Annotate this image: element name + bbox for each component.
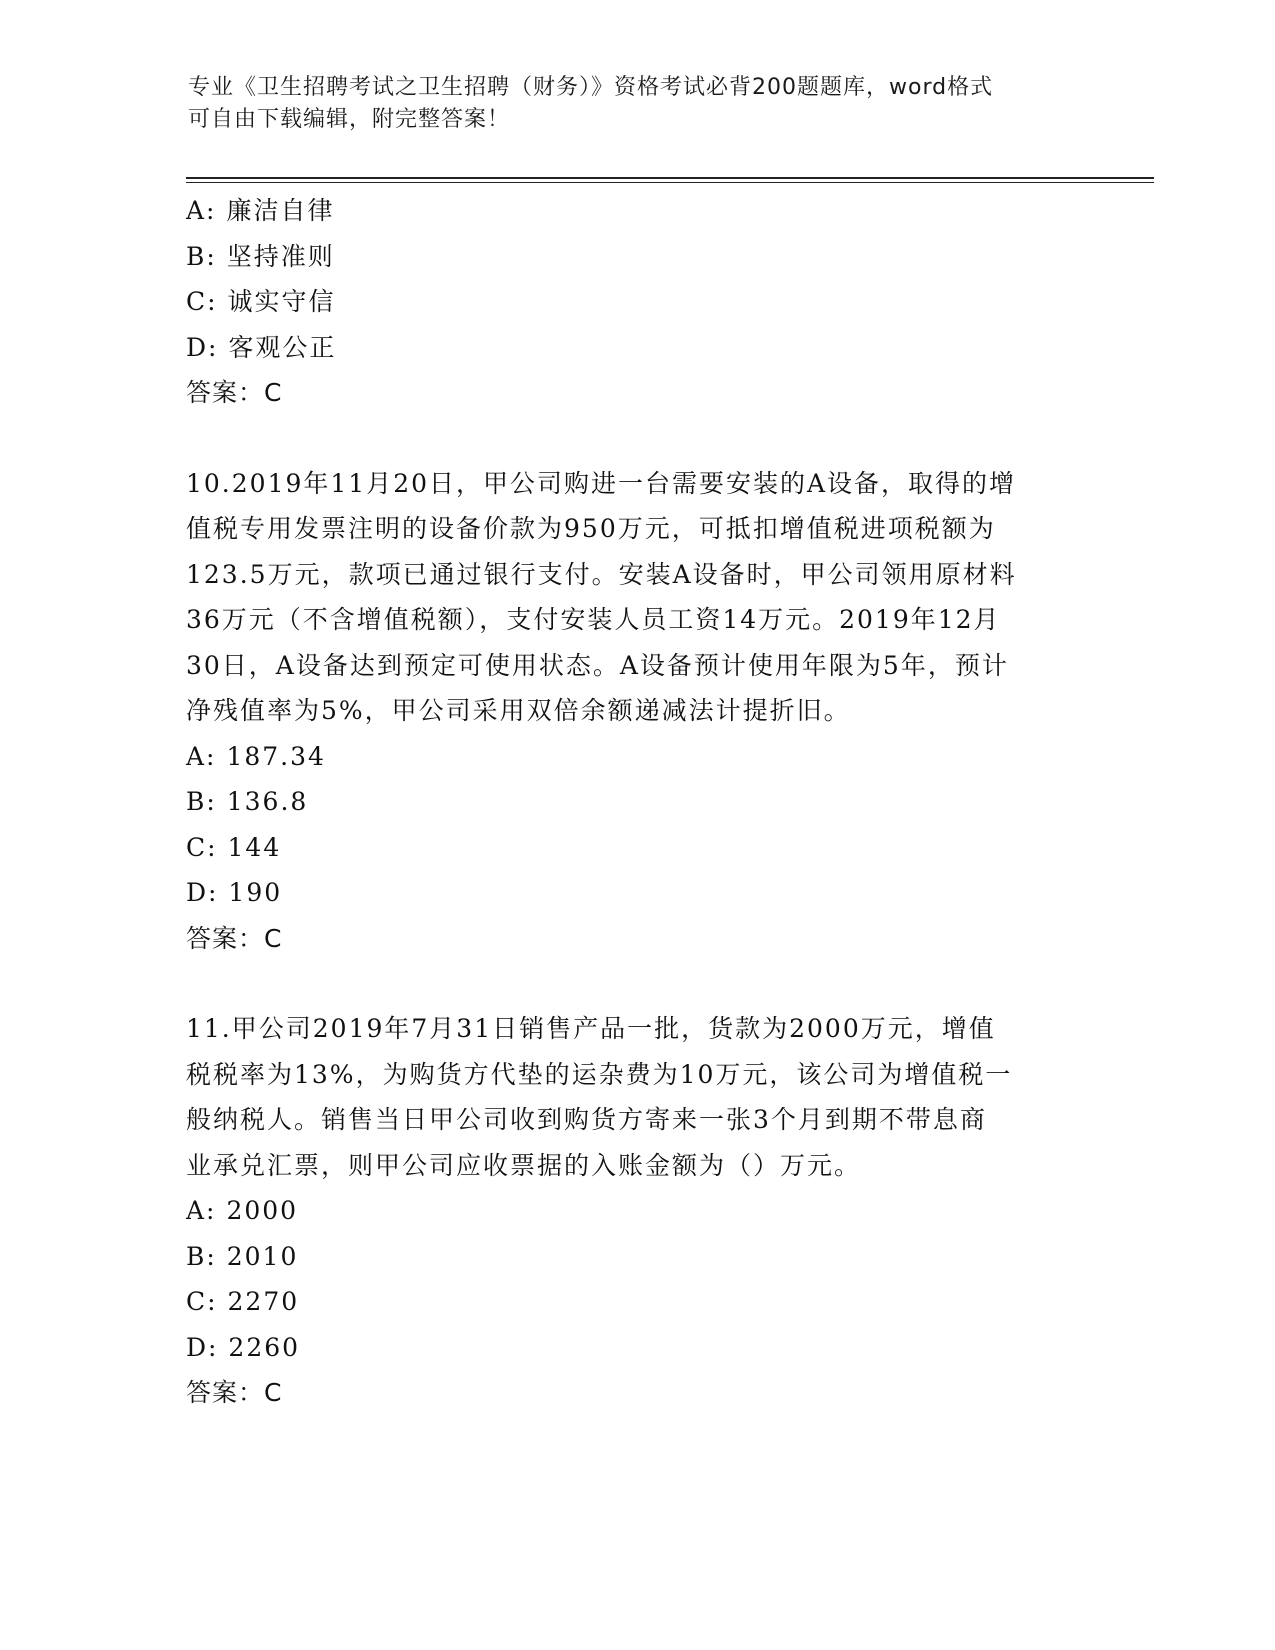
question-text-line: 净残值率为5%，甲公司采用双倍余额递减法计提折旧。 — [186, 696, 851, 725]
question-11 — [186, 1006, 1086, 1416]
option-text: 2010 — [226, 1241, 299, 1271]
option-d — [186, 870, 1086, 916]
option-text: 190 — [228, 878, 283, 907]
option-text: 136.8 — [226, 787, 309, 816]
option-label: D: — [186, 1332, 219, 1362]
header-line-1: 专业《卫生招聘考试之卫生招聘（财务）》资格考试必背200题题库，word格式 — [188, 75, 994, 100]
option-d — [186, 1325, 1086, 1371]
option-text: 144 — [227, 832, 282, 862]
option-a — [186, 734, 1086, 780]
option-text: 187.34 — [226, 741, 326, 771]
option-label: C: — [186, 287, 218, 316]
option-text: 2000 — [226, 1196, 299, 1225]
answer: 答案：C — [186, 378, 283, 407]
question-text-line: 11.甲公司2019年7月31日销售产品一批，货款为2000万元，增值 — [186, 1014, 996, 1043]
option-label: C: — [186, 1287, 218, 1316]
option-text: 坚持准则 — [226, 241, 335, 271]
answer: 答案：C — [186, 923, 283, 953]
question-text-line: 30日，A设备达到预定可使用状态。A设备预计使用年限为5年，预计 — [186, 650, 1009, 680]
question-text-line: 36万元（不含增值税额），支付安装人员工资14万元。2019年12月 — [186, 605, 1001, 634]
option-label: D: — [186, 332, 219, 362]
document-body — [186, 188, 1086, 1416]
option-b — [186, 779, 1086, 825]
question-9 — [186, 188, 1086, 416]
header-divider-thick — [186, 177, 1154, 179]
answer: 答案：C — [186, 1378, 283, 1407]
header-line-2: 可自由下载编辑，附完整答案！ — [188, 107, 511, 132]
option-label: A: — [186, 741, 217, 771]
option-text: 2260 — [228, 1332, 301, 1362]
question-text-line: 般纳税人。销售当日甲公司收到购货方寄来一张3个月到期不带息商 — [186, 1105, 987, 1134]
option-b — [186, 1234, 1086, 1280]
option-d — [186, 325, 1086, 371]
option-text: 客观公正 — [228, 332, 337, 362]
option-text: 2270 — [227, 1287, 300, 1316]
option-a — [186, 188, 1086, 234]
option-b — [186, 234, 1086, 280]
option-a — [186, 1188, 1086, 1234]
option-c — [186, 825, 1086, 871]
option-label: D: — [186, 878, 219, 907]
option-label: B: — [186, 241, 217, 271]
question-text-line: 10.2019年11月20日，甲公司购进一台需要安装的A设备，取得的增 — [186, 468, 1017, 498]
option-text: 廉洁自律 — [226, 196, 335, 225]
header-divider-thin — [186, 182, 1154, 183]
question-text-line: 值税专用发票注明的设备价款为950万元，可抵扣增值税进项税额为 — [186, 514, 996, 543]
option-label: A: — [186, 1196, 217, 1225]
question-10 — [186, 461, 1086, 962]
option-label: B: — [186, 1241, 217, 1271]
option-c — [186, 1279, 1086, 1325]
option-text: 诚实守信 — [227, 287, 336, 316]
option-label: C: — [186, 832, 218, 862]
question-text-line: 123.5万元，款项已通过银行支付。安装A设备时，甲公司领用原材料 — [186, 559, 1017, 589]
question-text-line: 业承兑汇票，则甲公司应收票据的入账金额为（）万元。 — [186, 1150, 862, 1180]
option-c — [186, 279, 1086, 325]
document-header — [188, 72, 1088, 136]
option-label: B: — [186, 787, 217, 816]
question-text-line: 税税率为13%，为购货方代垫的运杂费为10万元，该公司为增值税一 — [186, 1059, 1013, 1089]
option-label: A: — [186, 196, 217, 225]
